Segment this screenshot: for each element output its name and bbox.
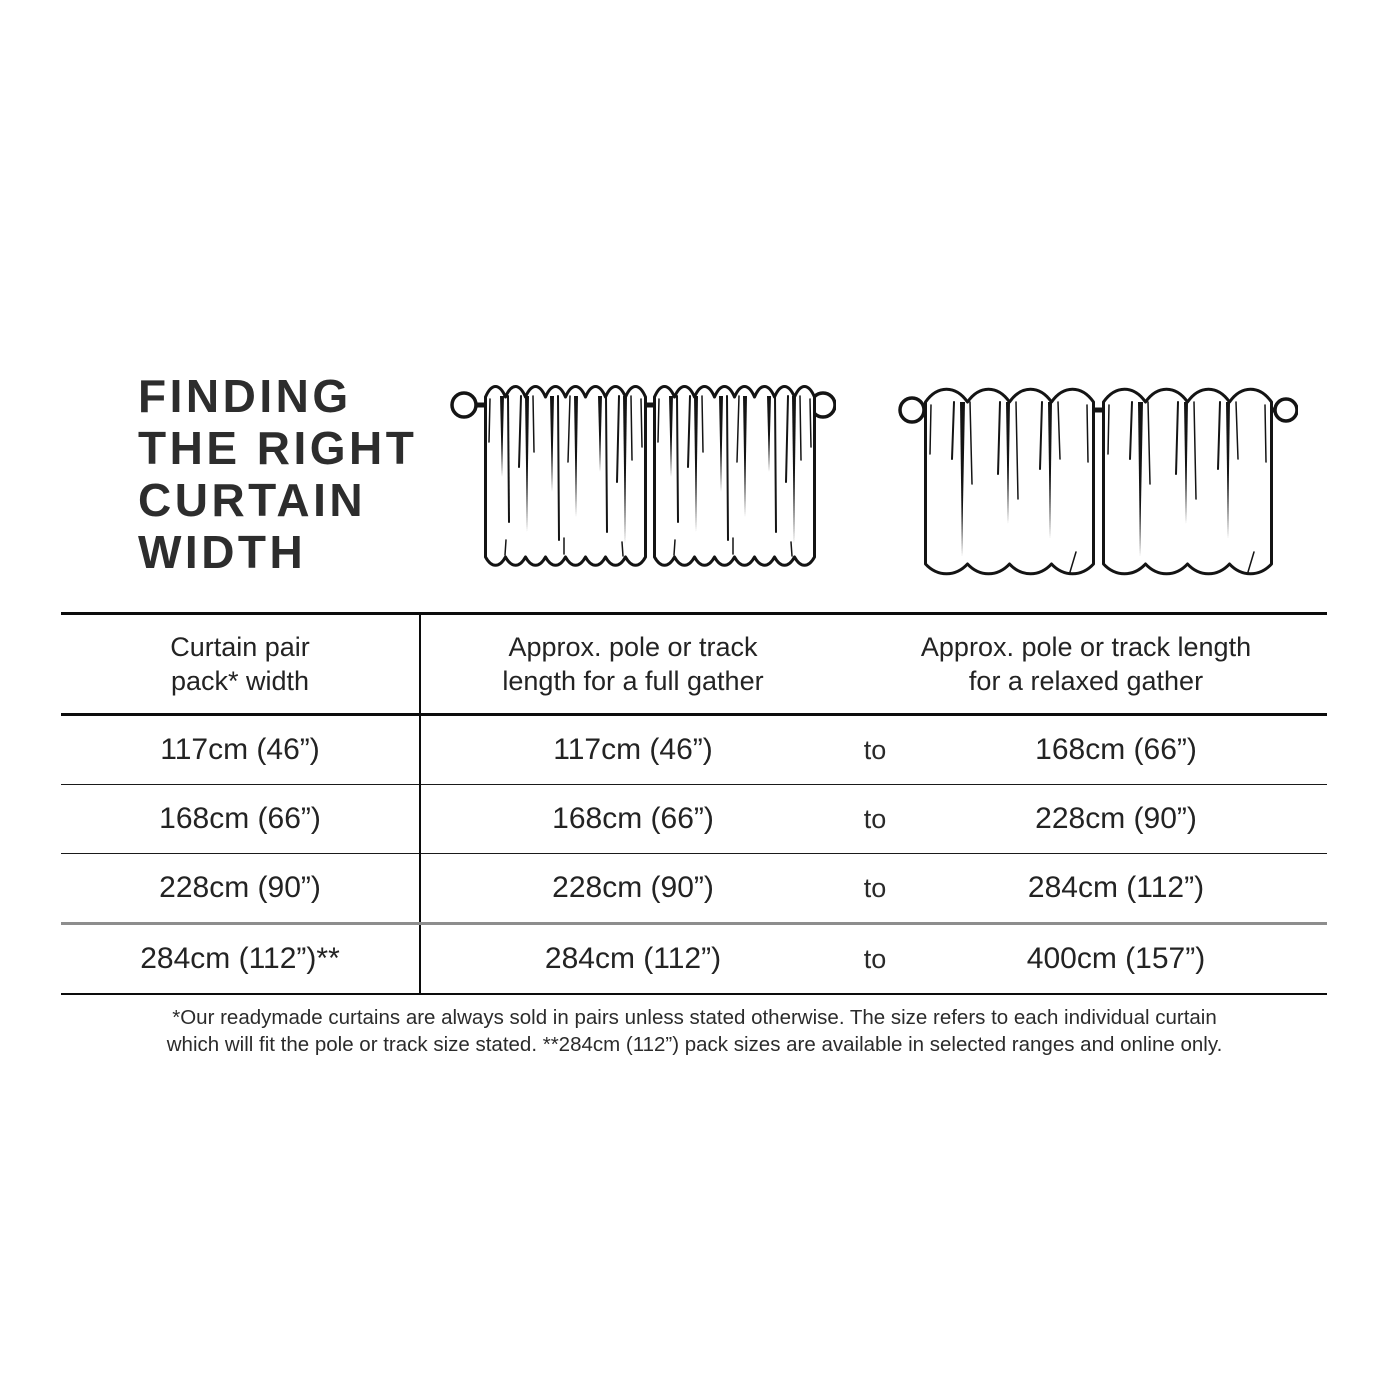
to-cell: to xyxy=(845,785,905,854)
relaxed-gather-cell: 168cm (66”) xyxy=(1035,733,1197,766)
relaxed-gather-cell: 400cm (157”) xyxy=(905,924,1327,995)
footnote xyxy=(0,1004,1389,1058)
relaxed-gather-cell: 284cm (112”) xyxy=(905,854,1327,924)
table-row xyxy=(61,785,1327,854)
pack-width-cell: 168cm (66”) xyxy=(61,785,420,854)
header-relaxed-gather: Approx. pole or track length for a relaxed gather xyxy=(845,614,1327,715)
header-full-gather: Approx. pole or track length for a full gather xyxy=(420,614,845,715)
full-gather-cell: 168cm (66”) xyxy=(420,785,845,854)
footnote-line: which will fit the pole or track size stated. **284cm (112”) pack sizes are available in selected ranges and online only. xyxy=(166,1033,1223,1056)
page-title xyxy=(138,370,468,578)
page-title-line: FINDING xyxy=(138,370,352,422)
page-title-line: CURTAIN xyxy=(138,474,367,526)
full-gather-cell: 284cm (112”) xyxy=(420,924,845,995)
to-cell: to xyxy=(845,854,905,924)
full-gather-curtains-illustration xyxy=(448,372,836,577)
to-cell: to xyxy=(863,734,887,765)
table-header-row xyxy=(61,614,1327,715)
relaxed-gather-curtains-illustration xyxy=(898,374,1298,584)
pack-width-cell: 228cm (90”) xyxy=(61,854,420,924)
curtain-size-table xyxy=(61,612,1327,995)
header-pack-width: Curtain pair pack* width xyxy=(61,614,420,715)
pack-width-cell: 284cm (112”)** xyxy=(61,924,420,995)
table-row xyxy=(61,715,1327,785)
footnote-line: *Our readymade curtains are always sold in pairs unless stated otherwise. The size refers to each individual curtain xyxy=(172,1006,1217,1029)
table-row xyxy=(61,854,1327,924)
page-title-line: THE RIGHT xyxy=(138,422,418,474)
page-title-line: WIDTH xyxy=(138,526,307,578)
full-gather-cell: 228cm (90”) xyxy=(420,854,845,924)
to-cell: to xyxy=(845,924,905,995)
pole-finial-icon xyxy=(900,398,924,422)
pole-finial-icon xyxy=(1275,399,1297,421)
pole-finial-icon xyxy=(452,393,476,417)
relaxed-gather-cell: 228cm (90”) xyxy=(905,785,1327,854)
full-gather-cell: 117cm (46”) xyxy=(553,733,713,766)
table-row xyxy=(61,924,1327,995)
pack-width-cell: 117cm (46”) xyxy=(61,715,420,785)
